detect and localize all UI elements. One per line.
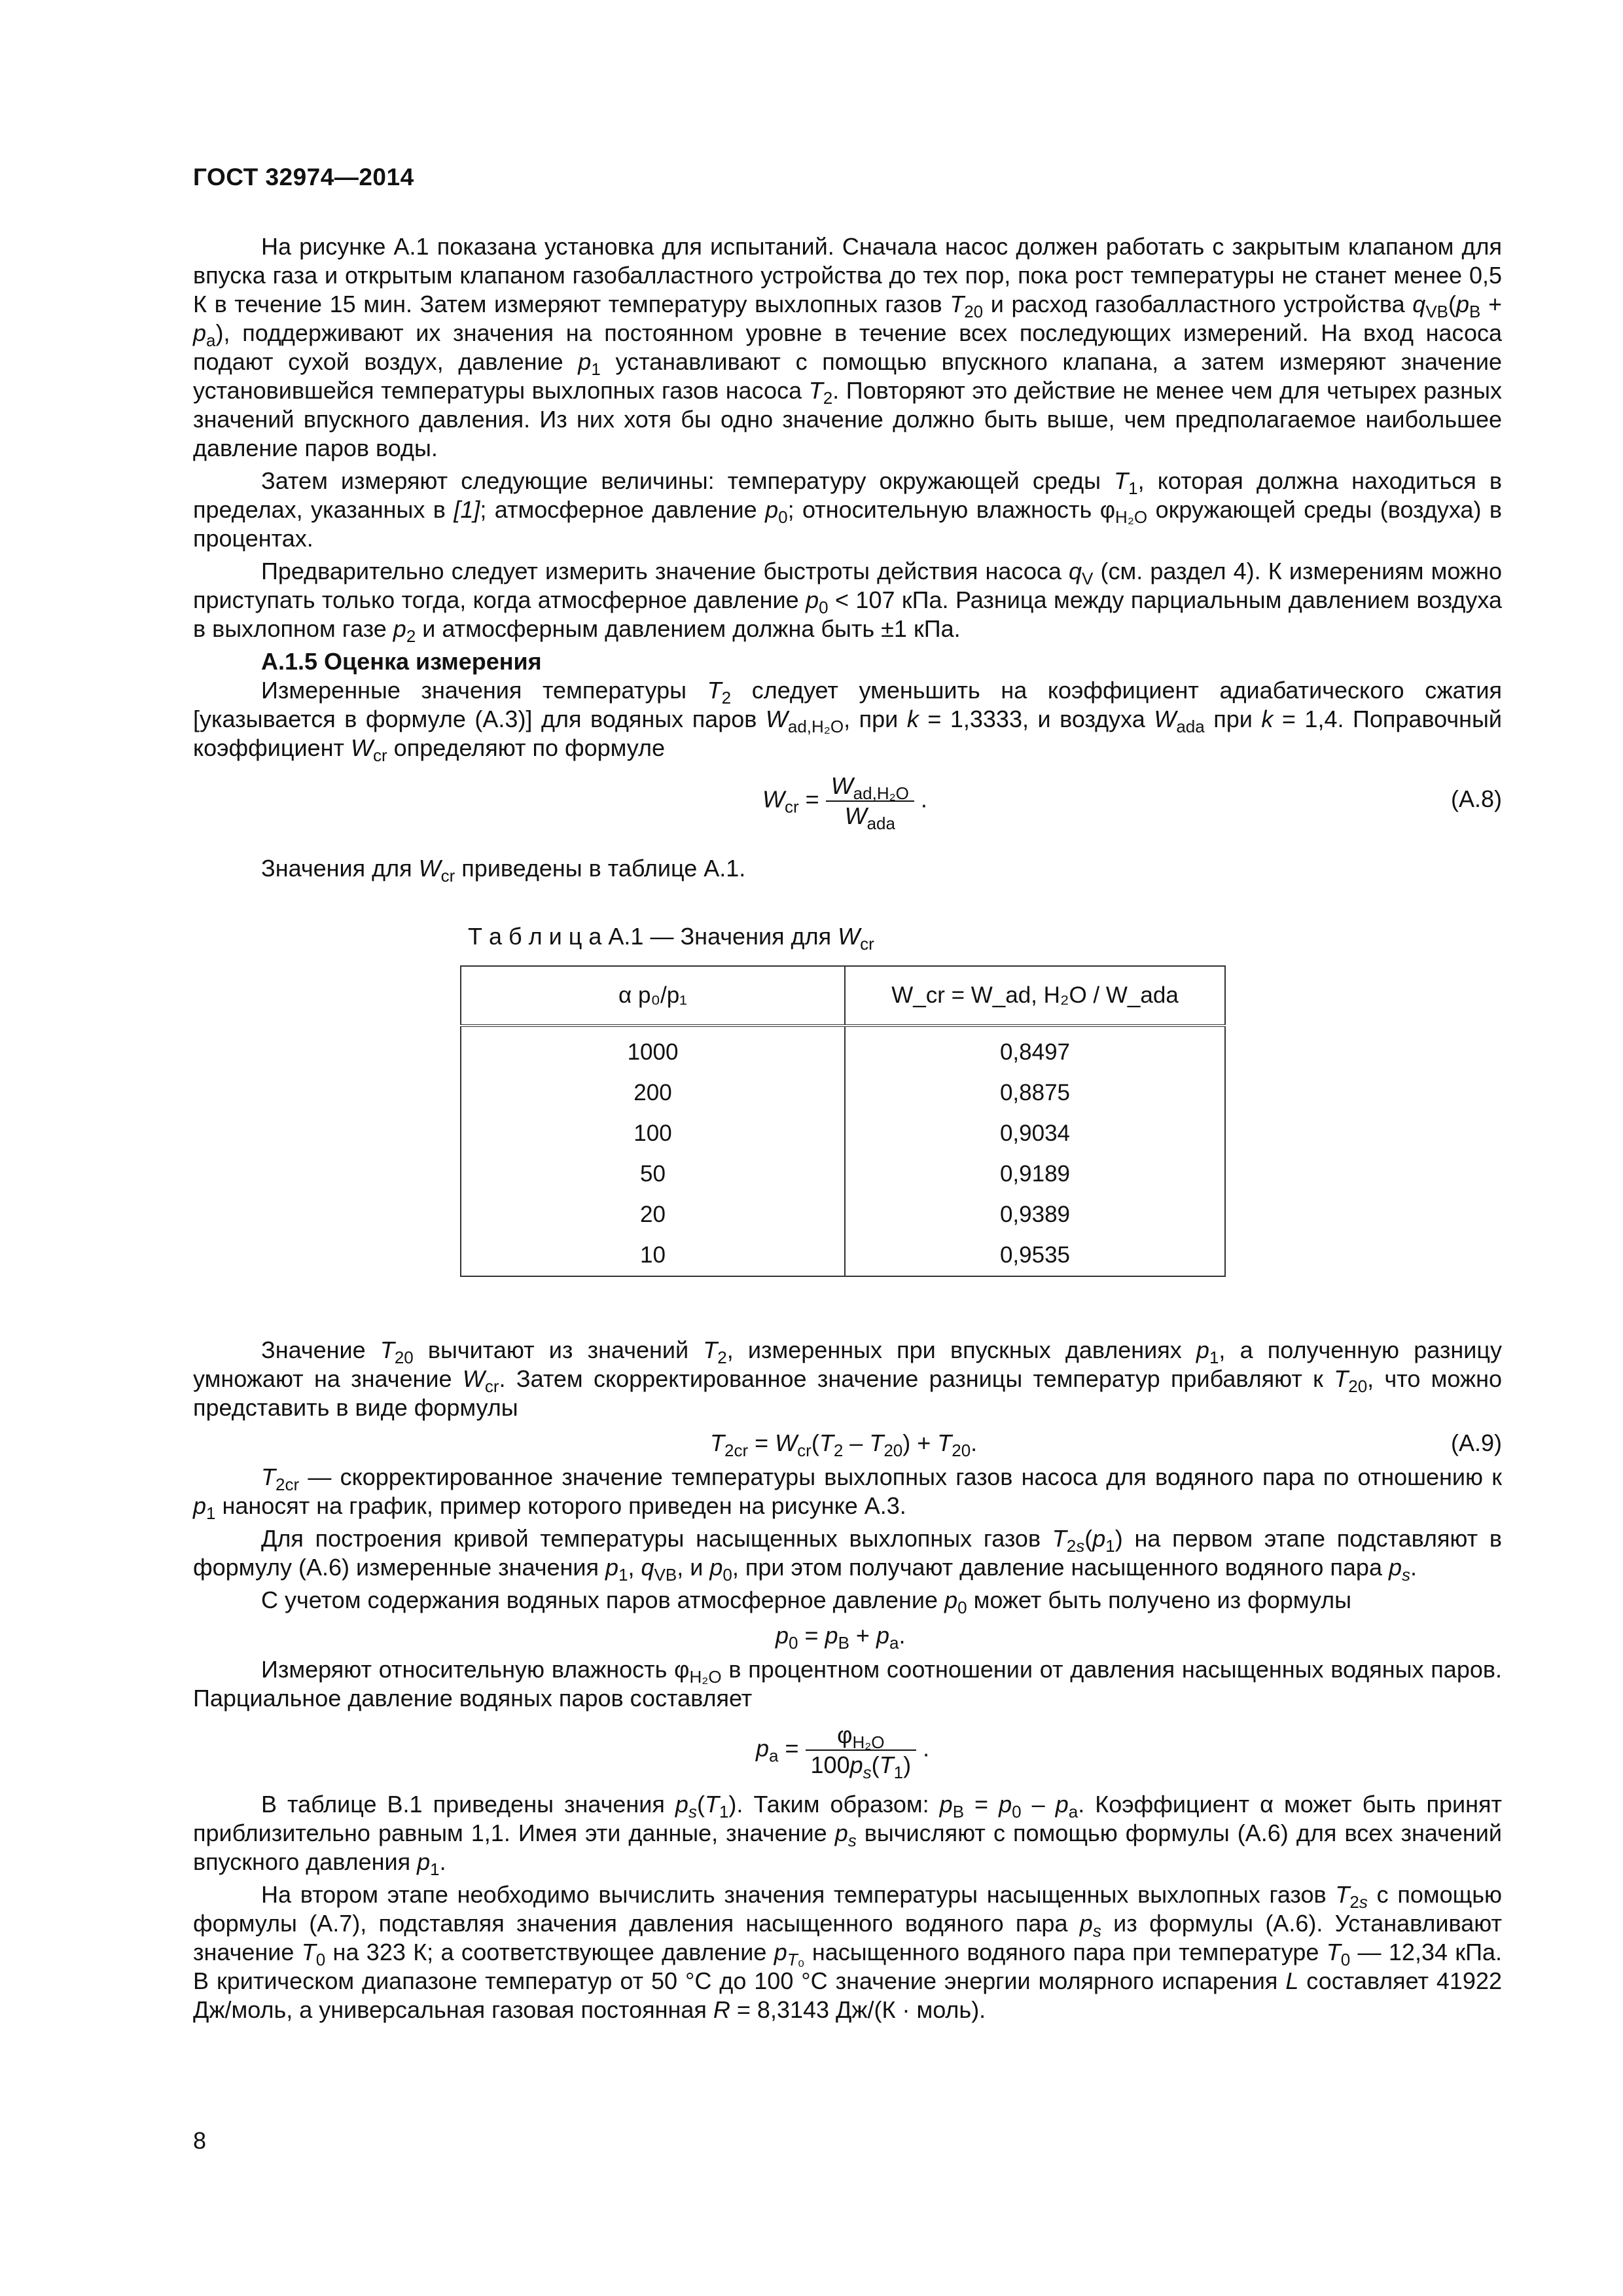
table-header-alpha: α p₀/p₁	[461, 966, 845, 1026]
table-caption: Т а б л и ц а А.1 — Значения для $W_{cr}$	[468, 923, 874, 954]
document-body	[193, 232, 1502, 2028]
paragraph-table-b1: В таблице В.1 приведены значения $p_s(T_1)$. Таким образом: $p_B = p_0 - p_a$. Коэффициент α может быть принят приблизительно равным 1,1. Имея эти данные, значение $p_s$ вычисляют с помощью формулы (А.6) для всех значений впускного давления $p_1$.	[193, 1791, 1503, 1879]
table-cell: 0,9389	[845, 1194, 1225, 1235]
formula-a8-label: (А.8)	[1450, 785, 1502, 812]
paragraph-atmospheric-pressure: С учетом содержания водяных паров атмосферное давление $p_0$ может быть получено из формулы	[261, 1587, 1352, 1617]
table-cell: 0,9535	[845, 1235, 1225, 1276]
table-cell: 10	[461, 1235, 845, 1276]
paragraph-saturation-curve: Для построения кривой температуры насыщенных выхлопных газов $T_{2s}(p_1)$ на первом этапе подставляют в формулу (А.6) измеренные значения $p_1$, $q_{VB}$, и $p_0$, при этом получают давление насыщенного водяного пара $p_s$.	[193, 1525, 1502, 1585]
table-cell: 20	[461, 1194, 845, 1235]
table-cell: 0,9034	[845, 1113, 1225, 1154]
table-cell: 100	[461, 1113, 845, 1154]
formula-pa: $p_a$ = $\frac{\varphi_{H_2O}}{100p_s(T_1)}$ .	[756, 1721, 930, 1782]
table-row	[461, 1194, 1225, 1235]
formula-pa-fraction: $\frac{\varphi_{H_2O}}{100p_s(T_1)}$	[806, 1721, 917, 1780]
formula-a9: $T_{2cr} = W_{cr}(T_2 - T_{20}) + T_{20}$. (А.9)	[710, 1429, 1502, 1460]
formula-a8-fraction: $\frac{W_{ad,H_2O}}{W_{ada}}$	[826, 772, 914, 831]
wcr-table	[460, 965, 1226, 1277]
paragraph-t20-subtraction: Значение $T_{20}$ вычитают из значений $T_2$, измеренных при впускных давлениях $p_1$, а полученную разницу умножают на значение $W_{cr}$. Затем скорректированное значение разницы температур прибавляют к $T_{20}$, что можно представить в виде формулы	[193, 1336, 1502, 1421]
table-row	[461, 1026, 1225, 1073]
paragraph-adiabatic-correction: Измеренные значения температуры $T_2$ следует уменьшить на коэффициент адиабатического сжатия [указывается в формуле (А.3)] для водяных паров $W_{ad,H_2O}$, при k = 1,3333, и воздуха $W_{ada}$ при k = 1,4. Поправочный коэффициент $W_{cr}$ определяют по формуле	[193, 677, 1503, 765]
table-header-row	[461, 966, 1225, 1026]
table-row	[461, 1113, 1225, 1154]
formula-p0: $p_0 = p_B + p_a$.	[776, 1622, 906, 1653]
paragraph-test-setup: На рисунке А.1 показана установка для испытаний. Сначала насос должен работать с закрытым клапаном для впуска газа и открытым клапаном газобалластного устройства до тех пор, пока рост температуры не станет менее 0,5 К в течение 15 мин. Затем измеряют температуру выхлопных газов $T_{20}$ и расход газобалластного устройства $q_{VB}(p_B + p_a)$, поддерживают их значения на постоянном уровне в течение всех последующих измерений. На вход насоса подают сухой воздух, давление $p_1$ устанавливают с помощью впускного клапана, а затем измеряют значение установившейся температуры выхлопных газов насоса $T_2$. Повторяют это действие не менее чем для четырех разных значений впускного давления. Из них хотя бы одно значение должно быть выше, чем предполагаемое наибольшее давление паров воды.	[193, 233, 1503, 461]
paragraph-second-stage: На втором этапе необходимо вычислить значения температуры насыщенных выхлопных газов $T_{2s}$ с помощью формулы (А.7), подставляя значения давления насыщенного водяного пара $p_s$ из формулы (А.6). Устанавливают значение $T_0$ на 323 К; а соответствующее давление $p_{T_0}$ насыщенного водяного пара при температуре $T_0$ — 12,34 кПа. В критическом диапазоне температур от 50 °С до 100 °С значение энергии молярного испарения L составляет 41922 Дж/моль, а универсальная газовая постоянная R = 8,3143 Дж/(К · моль).	[193, 1881, 1502, 2023]
paragraph-t2cr-plot: $T_{2cr}$ — скорректированное значение температуры выхлопных газов насоса для водяного пара по отношению к $p_1$ наносят на график, пример которого приведен на рисунке А.3.	[193, 1463, 1502, 1523]
paragraph-measured-quantities: Затем измеряют следующие величины: температуру окружающей среды $T_1$, которая должна находиться в пределах, указанных в [1]; атмосферное давление $p_0$; относительную влажность $\varphi_{H_2O}$ окружающей среды (воздуха) в процентах.	[193, 467, 1502, 552]
section-heading: А.1.5 Оценка измерения	[261, 648, 542, 675]
paragraph-table-ref: Значения для $W_{cr}$ приведены в таблице А.1.	[261, 855, 746, 886]
table-header-wcr: W_cr = W_ad, H₂O / W_ada	[845, 966, 1225, 1026]
table-row	[461, 1073, 1225, 1113]
table-row	[461, 1235, 1225, 1276]
paragraph-relative-humidity: Измеряют относительную влажность $\varphi_{H_2O}$ в процентном соотношении от давления насыщенных водяных паров. Парциальное давление водяных паров составляет	[193, 1656, 1502, 1712]
table-cell: 0,8497	[845, 1026, 1225, 1073]
formula-a9-label: (А.9)	[1450, 1429, 1502, 1456]
table-cell: 0,8875	[845, 1073, 1225, 1113]
table-cell: 0,9189	[845, 1154, 1225, 1194]
table-cell: 1000	[461, 1026, 845, 1073]
paragraph-pumping-speed: Предварительно следует измерить значение быстроты действия насоса $q_V$ (см. раздел 4). К измерениям можно приступать только тогда, когда атмосферное давление $p_0 < 107$ кПа. Разница между парциальным давлением воздуха в выхлопном газе $p_2$ и атмосферным давлением должна быть ±1 кПа.	[193, 558, 1503, 646]
table-row	[461, 1154, 1225, 1194]
table-cell: 50	[461, 1154, 845, 1194]
table-cell: 200	[461, 1073, 845, 1113]
page-number: 8	[193, 2127, 207, 2154]
document-header: ГОСТ 32974—2014	[193, 164, 414, 190]
formula-a8: $W_{cr}$ = $\frac{W_{ad,H_2O}}{W_{ada}}$ . (А.8)	[762, 772, 1502, 833]
